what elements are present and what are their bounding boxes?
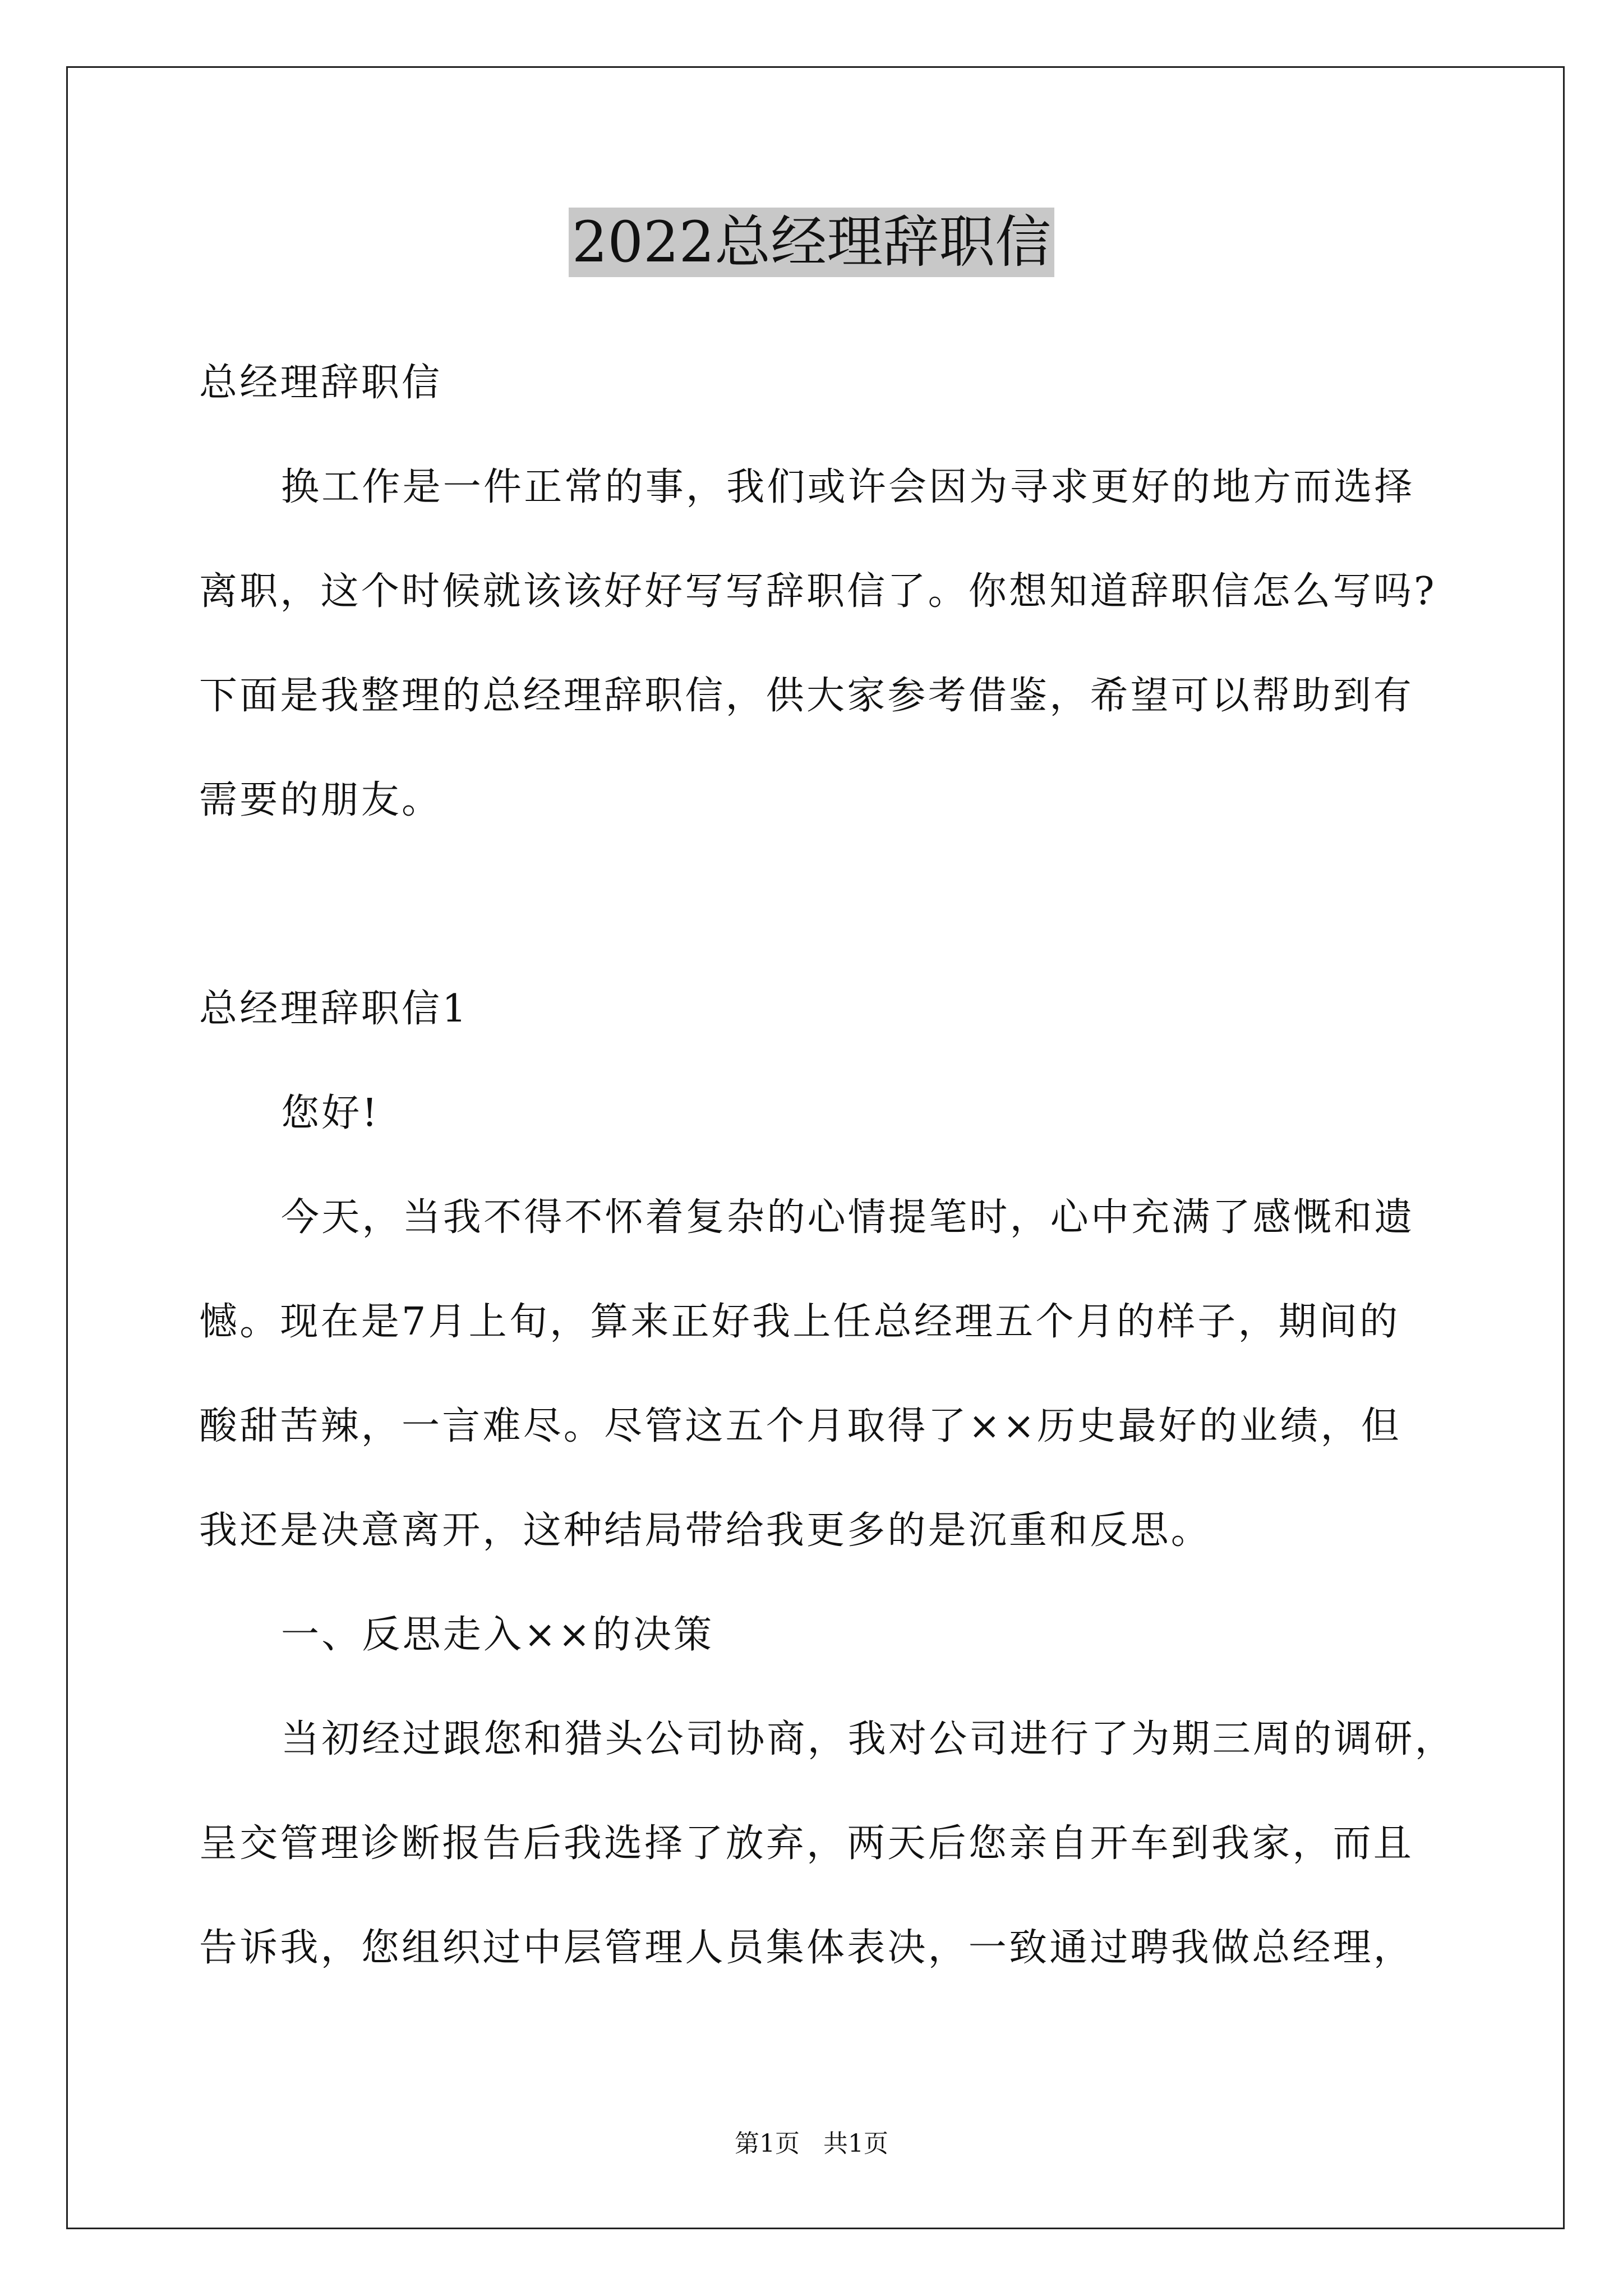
paragraph-line: 憾。现在是7月上旬，算来正好我上任总经理五个月的样子，期间的 — [199, 1300, 1400, 1344]
paragraph-line: 当初经过跟您和猎头公司协商，我对公司进行了为期三周的调研， — [281, 1717, 1455, 1761]
paragraph-line: 需要的朋友。 — [199, 778, 442, 822]
paragraph-line: 下面是我整理的总经理辞职信，供大家参考借鉴，希望可以帮助到有 — [199, 674, 1414, 718]
section-heading: 总经理辞职信 — [199, 361, 442, 405]
section-heading: 总经理辞职信1 — [199, 987, 469, 1031]
paragraph-line: 离职，这个时候就该该好好写写辞职信了。你想知道辞职信怎么写吗? — [199, 569, 1437, 614]
paragraph-line: 告诉我，您组织过中层管理人员集体表决，一致通过聘我做总经理， — [199, 1926, 1414, 1970]
blank-line — [199, 853, 1433, 957]
subheading: 一、反思走入××的决策 — [281, 1613, 714, 1657]
paragraph-line: 今天，当我不得不怀着复杂的心情提笔时，心中充满了感慨和遗 — [281, 1195, 1415, 1240]
page-footer: 第1页 共1页 — [735, 2129, 888, 2158]
paragraph-line: 呈交管理诊断报告后我选择了放弃，两天后您亲自开车到我家，而且 — [199, 1821, 1414, 1866]
paragraph-line: 我还是决意离开，这种结局带给我更多的是沉重和反思。 — [199, 1508, 1212, 1553]
document-body — [199, 331, 1455, 2000]
paragraph-line: 酸甜苦辣，一言难尽。尽管这五个月取得了××历史最好的业绩，但 — [199, 1404, 1401, 1448]
document-title: 2022总经理辞职信 — [569, 208, 1055, 277]
salutation: 您好! — [281, 1091, 380, 1135]
paragraph-line: 换工作是一件正常的事，我们或许会因为寻求更好的地方而选择 — [281, 465, 1415, 509]
title-container — [0, 208, 1623, 277]
